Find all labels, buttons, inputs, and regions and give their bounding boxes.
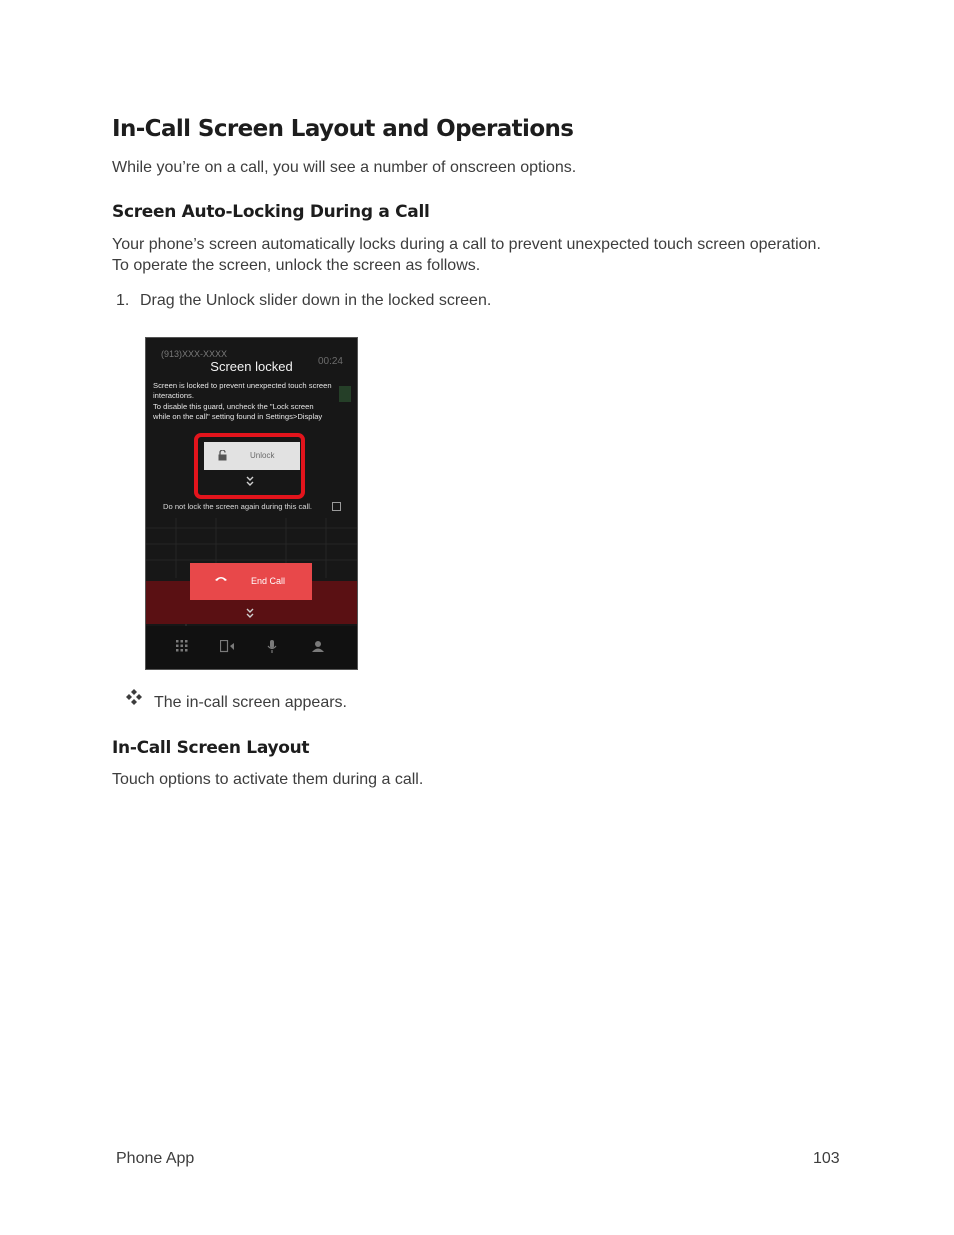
call-controls-bar [146,626,357,669]
do-not-lock-checkbox[interactable] [332,502,341,511]
contacts-icon[interactable] [312,640,326,653]
result-text: The in-call screen appears. [154,694,347,711]
unlock-label: Unlock [250,451,275,460]
phone-screenshot [145,337,358,670]
end-call-button[interactable] [190,563,312,600]
step-text: Drag the Unlock slider down in the locked screen. [140,292,492,309]
body-text-line-1: Your phone’s screen automatically locks during a call to prevent unexpected touch screen operation. [112,236,821,253]
screen-locked-title: Screen locked [210,359,293,374]
highlight-box [194,433,305,499]
lock-message-line: Screen is locked to prevent unexpected touch screen [153,381,332,390]
lock-message [153,381,353,423]
footer-section-name: Phone App [116,1150,195,1167]
hang-up-icon [214,574,228,582]
section-title-auto-locking: Screen Auto-Locking During a Call [112,202,430,222]
do-not-lock-label: Do not lock the screen again during this call. [163,502,313,511]
mute-icon[interactable] [267,640,277,653]
step-number: 1. [116,292,130,309]
lock-message-line: To disable this guard, uncheck the "Lock screen [153,401,314,411]
lock-message-line: interactions. [153,391,194,401]
intro-text: While you’re on a call, you will see a number of onscreen options. [112,159,577,176]
section-title-in-call-layout: In-Call Screen Layout [112,738,310,758]
caller-number: (913)XXX-XXXX [161,349,228,359]
end-call-label: End Call [251,576,286,586]
speaker-icon[interactable] [220,640,236,653]
page-number: 103 [813,1150,840,1167]
lock-message-line: while on the call" setting found in Settings>Display [153,412,323,422]
page-title: In-Call Screen Layout and Operations [112,116,574,142]
diamond-bullet-icon [125,688,143,706]
chevron-down-icon [245,606,255,620]
call-timer: 00:24 [317,356,343,367]
section-body: Touch options to activate them during a call. [112,771,424,788]
body-text-line-2: To operate the screen, unlock the screen as follows. [112,257,481,274]
dialpad-icon[interactable] [176,640,188,652]
